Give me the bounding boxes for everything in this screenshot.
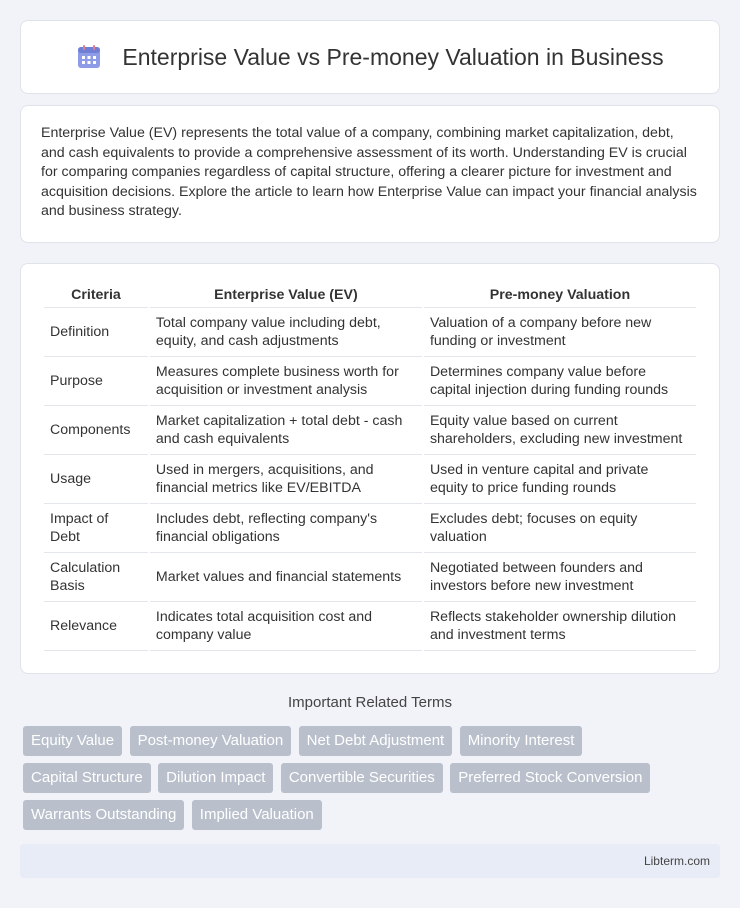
related-term-tag[interactable]: Convertible Securities [281,763,443,793]
row-criteria: Components [44,406,148,455]
table-header-row [44,284,696,308]
table-row [44,504,696,553]
row-pre-money: Excludes debt; focuses on equity valuation [424,504,696,553]
footer [20,844,720,878]
row-pre-money: Negotiated between founders and investors before new investment [424,553,696,602]
related-term-tag[interactable]: Capital Structure [23,763,151,793]
row-criteria: Definition [44,308,148,357]
row-criteria: Purpose [44,357,148,406]
intro-text: Enterprise Value (EV) represents the total value of a company, combining market capitalization, debt, and cash equivalents to provide a comprehensive assessment of its worth. Understanding EV is crucial for comparing companies regardless of capital structure, offering a clearer picture for investment and acquisition decisions. Explore the article to learn how Enterprise Value can impact your financial analysis and business strategy. [41,125,697,220]
row-pre-money: Used in venture capital and private equity to price funding rounds [424,455,696,504]
related-term-tag[interactable]: Minority Interest [460,726,583,756]
row-ev: Total company value including debt, equity, and cash adjustments [150,308,422,357]
row-ev: Market values and financial statements [150,553,422,602]
header-card [20,20,720,94]
footer-brand-link[interactable]: Libterm.com [643,854,710,868]
row-pre-money: Equity value based on current shareholders, excluding new investment [424,406,696,455]
page-title: Enterprise Value vs Pre-money Valuation in Business [122,43,664,70]
row-criteria: Calculation Basis [44,553,148,602]
related-term-tag[interactable]: Dilution Impact [158,763,273,793]
intro-card [20,105,720,243]
row-ev: Includes debt, reflecting company's financial obligations [150,504,422,553]
related-terms-list [23,726,723,837]
table-row [44,455,696,504]
related-term-tag[interactable]: Warrants Outstanding [23,800,184,830]
table-row [44,602,696,651]
related-term-tag[interactable]: Implied Valuation [192,800,322,830]
related-term-tag[interactable]: Net Debt Adjustment [299,726,453,756]
table-row [44,357,696,406]
related-term-tag[interactable]: Preferred Stock Conversion [450,763,650,793]
row-pre-money: Reflects stakeholder ownership dilution and investment terms [424,602,696,651]
header-enterprise-value: Enterprise Value (EV) [150,284,422,308]
row-criteria: Relevance [44,602,148,651]
row-criteria: Impact of Debt [44,504,148,553]
table-row [44,406,696,455]
row-ev: Market capitalization + total debt - cash and cash equivalents [150,406,422,455]
table-row [44,553,696,602]
row-criteria: Usage [44,455,148,504]
calendar-grid-icon [76,44,102,70]
comparison-card [20,263,720,674]
related-terms-title: Important Related Terms [288,694,452,711]
comparison-table [42,284,698,651]
header-criteria: Criteria [44,284,148,308]
header-pre-money: Pre-money Valuation [424,284,696,308]
row-ev: Used in mergers, acquisitions, and financial metrics like EV/EBITDA [150,455,422,504]
related-term-tag[interactable]: Post-money Valuation [130,726,292,756]
row-ev: Indicates total acquisition cost and company value [150,602,422,651]
row-pre-money: Determines company value before capital injection during funding rounds [424,357,696,406]
row-pre-money: Valuation of a company before new funding or investment [424,308,696,357]
table-row [44,308,696,357]
row-ev: Measures complete business worth for acquisition or investment analysis [150,357,422,406]
related-term-tag[interactable]: Equity Value [23,726,122,756]
